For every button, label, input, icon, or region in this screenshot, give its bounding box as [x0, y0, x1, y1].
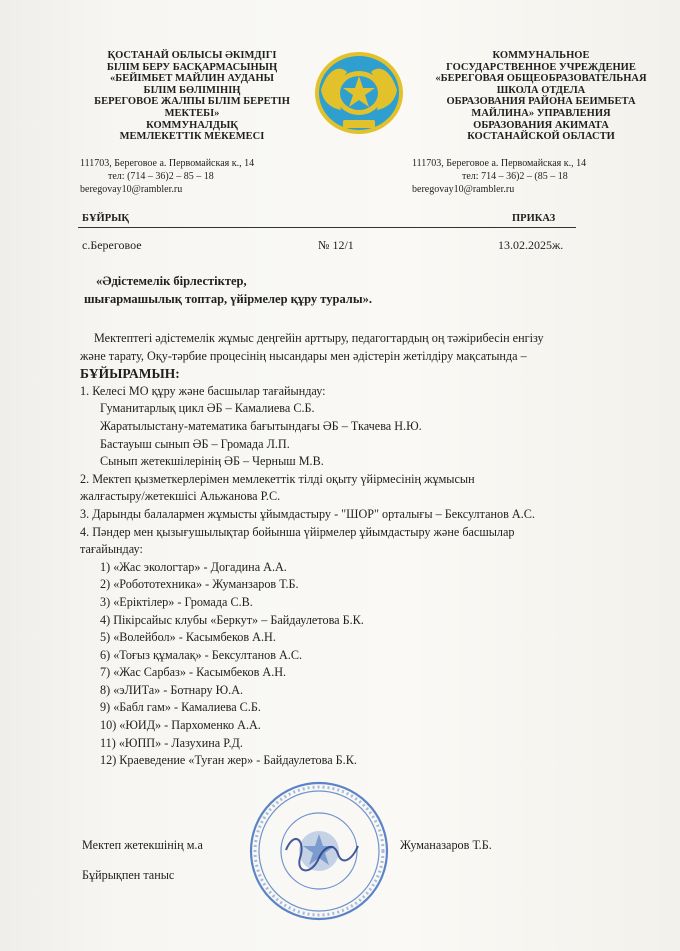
title-line: шығармашылық топтар, үйірмелер құру туралы».	[84, 292, 372, 306]
header-left-line: «БЕЙІМБЕТ МАЙЛИН АУДАНЫ	[110, 73, 274, 85]
club-item: 9) «Бабл гам» - Камалиева С.Б.	[100, 700, 261, 715]
intro-line: Мектептегі әдістемелік жұмыс деңгейін арттыру, педагогтардың оң тәжірибесін енгізу	[94, 331, 544, 345]
club-item: 12) Краеведение «Туған жер» - Байдаулетова Б.К.	[100, 753, 357, 768]
header-right-line: ГОСУДАРСТВЕННОЕ УЧРЕЖДЕНИЕ	[446, 61, 636, 73]
signature-name: Жуманазаров Т.Б.	[400, 838, 492, 852]
address-line: 111703, Береговое а. Первомайская к., 14	[412, 158, 587, 169]
club-item: 4) Пікірсайыс клубы «Беркут» – Байдаулетова Б.К.	[100, 612, 364, 627]
header-divider	[78, 227, 576, 228]
header-right-line: КОММУНАЛЬНОЕ	[492, 50, 590, 61]
club-item: 10) «ЮИД» - Пархоменко А.А.	[100, 718, 261, 733]
mo-item: Жаратылыстану-математика бағытындағы ӘБ – Ткачева Н.Ю.	[100, 418, 422, 433]
club-item: 6) «Тоғыз құмалақ» - Бексултанов А.С.	[100, 647, 303, 662]
email-line: beregovay10@rambler.ru	[412, 184, 515, 195]
item-4: 4. Пәндер мен қызығушылықтар бойынша үйірмелер ұйымдастыру және басшылар	[80, 524, 515, 539]
doc-type-russian: ПРИКАЗ	[512, 213, 556, 224]
club-item: 7) «Жас Сарбаз» - Касымбеков А.Н.	[100, 665, 287, 680]
phone-line: тел: (714 – 36)2 – 85 – 18	[108, 171, 214, 182]
item-4-continued: тағайындау:	[80, 542, 143, 557]
mo-item: Гуманитарлық цикл ӘБ – Камалиева С.Б.	[100, 401, 315, 416]
club-item: 2) «Робототехника» - Жуманзаров Т.Б.	[100, 577, 299, 592]
phone-line: тел: 714 – 36)2 – (85 – 18	[462, 171, 568, 182]
email-line: beregovay10@rambler.ru	[80, 184, 183, 195]
header-right-line: КОСТАНАЙСКОЙ ОБЛАСТИ	[467, 131, 615, 143]
club-item: 8) «эЛИТа» - Ботнару Ю.А.	[100, 682, 244, 697]
official-seal-icon	[248, 780, 390, 922]
item-3: 3. Дарынды балалармен жұмысты ұйымдастыру - "ШОР" орталығы – Бексултанов А.С.	[80, 506, 535, 521]
header-left-line: ҚОСТАНАЙ ОБЛЫСЫ ӘКІМДІГІ	[107, 50, 277, 61]
mo-item: Бастауыш сынып ӘБ – Громада Л.П.	[100, 436, 290, 451]
intro-line: және тарату, Оқу-тәрбие процесінің нысандары мен әдістерін жетілдіру мақсатында –	[80, 348, 527, 363]
order-body	[80, 330, 640, 770]
header-right-line: ОБРАЗОВАНИЯ АКИМАТА	[473, 119, 609, 131]
order-date: 13.02.2025ж.	[498, 238, 564, 252]
header-left-line: БІЛІМ БЕРУ БАСҚАРМАСЫНЫҢ	[106, 61, 278, 73]
header-left-line: БІЛІМ БӨЛІМІНІҢ	[143, 84, 241, 96]
header-left-line: МЕМЛЕКЕТТІК МЕКЕМЕСІ	[119, 131, 265, 143]
club-item: 5) «Волейбол» - Касымбеков А.Н.	[100, 630, 276, 645]
header-left-institution	[78, 50, 306, 143]
title-line: «Әдістемелік бірлестіктер,	[96, 274, 247, 288]
order-word: БҰЙЫРАМЫН:	[80, 366, 180, 382]
header-left-line: МЕКТЕБІ»	[164, 107, 220, 119]
header-right-line: МАЙЛИНА» УПРАВЛЕНИЯ	[471, 107, 611, 119]
club-item: 11) «ЮПП» - Лазухина Р.Д.	[100, 735, 243, 750]
acknowledgement: Бұйрықпен таныс	[82, 868, 175, 882]
doc-type-kazakh: БҰЙРЫҚ	[82, 213, 130, 224]
header-right-institution	[410, 50, 672, 143]
item-2-continued: жалғастыру/жетекшісі Альжанова Р.С.	[80, 489, 281, 504]
address-right	[412, 157, 586, 196]
item-1: 1. Келесі МО құру және басшылар тағайындау:	[80, 383, 326, 398]
club-item: 3) «Еріктілер» - Громада С.В.	[100, 594, 253, 609]
club-item: 1) «Жас экологтар» - Догадина А.А.	[100, 559, 287, 574]
order-title	[84, 272, 372, 308]
header-left-line: БЕРЕГОВОЕ ЖАЛПЫ БІЛІМ БЕРЕТІН	[94, 96, 290, 108]
header-right-line: ШКОЛА ОТДЕЛА	[496, 84, 586, 96]
item-2: 2. Мектеп қызметкерлерімен мемлекеттік тілді оқыту үйірмесінің жұмысын	[80, 471, 475, 486]
header-right-line: «БЕРЕГОВАЯ ОБЩЕОБРАЗОВАТЕЛЬНАЯ	[435, 73, 647, 85]
order-number: № 12/1	[318, 238, 354, 252]
state-emblem-icon	[313, 50, 405, 136]
address-left	[80, 157, 254, 196]
address-line: 111703, Береговое а. Первомайская к., 14	[80, 158, 255, 169]
header-right-line: ОБРАЗОВАНИЯ РАЙОНА БЕИМБЕТА	[446, 96, 636, 108]
signature-role: Мектеп жетекшінің м.а	[82, 838, 203, 852]
mo-item: Сынып жетекшілерінің ӘБ – Черныш М.В.	[100, 454, 324, 469]
header-left-line: КОММУНАЛДЫҚ	[146, 119, 238, 131]
place: с.Береговое	[82, 238, 142, 252]
